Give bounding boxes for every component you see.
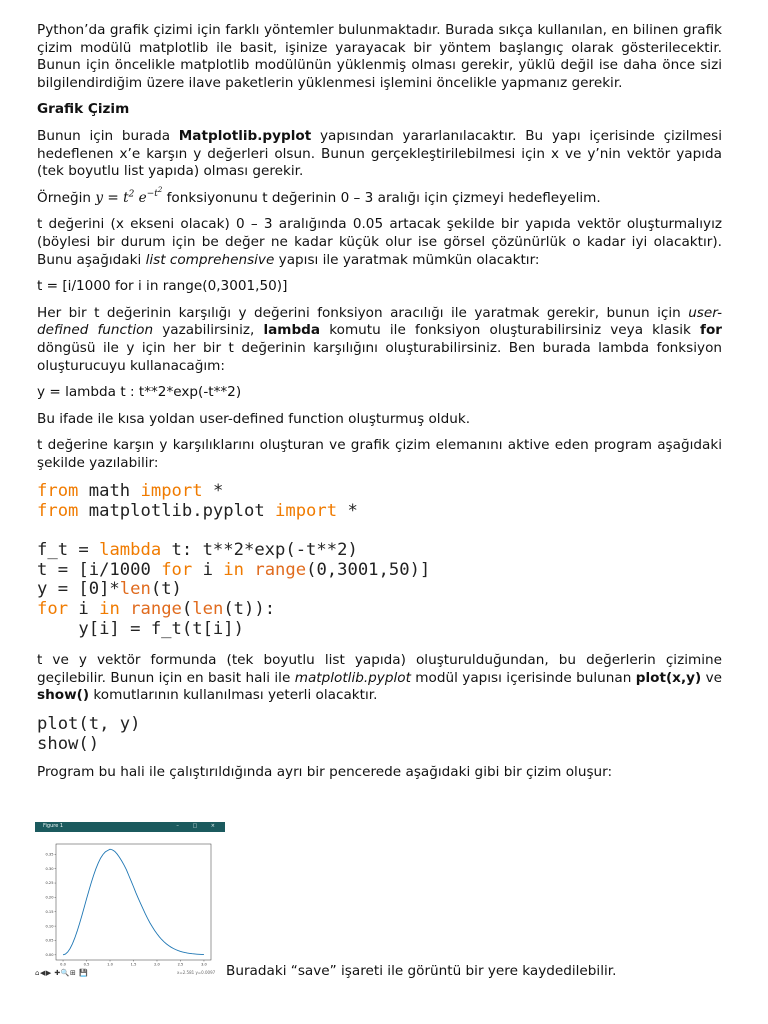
paragraph-vector: t değerini (x ekseni olacak) 0 – 3 aralığında 0.05 artacak şekilde bir yapıda vektör oluşturmalıyız (böylesi bir durum için be değer ne kadar küçük olur ise görsel çözünürlük o kadar iyi olacaktır). Bunu aşağıdaki list comprehensive yapısı ile yaratmak mümkün olacaktır:: [37, 216, 722, 268]
x-tick-label: 3.0: [201, 962, 207, 967]
paragraph-run: Program bu hali ile çalıştırıldığında ayrı bir pencerede aşağıdaki gibi bir çizim oluşur:: [37, 764, 613, 781]
paragraph-plot: t ve y vektör formunda (tek boyutlu list yapıda) oluşturulduğundan, bu değerlerin çizimine geçilebilir. Bunun için en basit hali ile matplotlib.pyplot modül yapısı içerisinde bulunan plot(x,y) ve show() komutlarının kullanılması yeterli olacaktır.: [37, 652, 722, 704]
paragraph-udf: Bu ifade ile kısa yoldan user-defined function oluşturmuş olduk.: [37, 410, 471, 427]
coordinate-readout: x=2.581 y=0.0097: [177, 970, 216, 975]
y-tick-label: 0.30: [45, 866, 54, 871]
toolbar-icons: ⌂◀▶ ✚🔍⊞ 💾: [35, 969, 89, 977]
intro-paragraph: Python’da grafik çizimi için farklı yöntemler bulunmaktadır. Burada sıkça kullanılan, en bilinen grafik çizim modülü matplotlib ile basit, işinize yarayacak bir yöntem başlangıç olarak gösterilecektir. Bunun için öncelikle matplotlib modülünün yüklenmiş olması gerekir, yüklü değil ise daha önce sizi bilgilendirdiğim üzere ilave paketlerin yüklenmesi işlemini öncelikle yapmanız gerekir.: [37, 22, 722, 91]
code-line: t = [i/1000 for i in range(0,3001,50)]: [37, 559, 431, 580]
x-tick-label: 0.0: [60, 962, 66, 967]
figure-canvas: [35, 832, 225, 969]
x-tick-label: 1.0: [107, 962, 113, 967]
y-tick-label: 0.05: [45, 938, 54, 943]
plot-frame: [56, 844, 211, 960]
paragraph-lambda: Her bir t değerinin karşılığı y değerini fonksiyon aracılığı ile yaratmak gerekir, bunun için user-defined function yazabilirsiniz, lambda komutu ile fonksiyon oluşturabilirsiniz veya klasik for döngüsü ile y için her bir t değerinin karşılığını oluşturabilirsiniz. Ben burada lambda fonksiyon oluşturucuyu kullanacağım:: [37, 304, 722, 374]
paragraph-program: t değerine karşın y karşılıklarını oluşturan ve grafik çizim elemanını aktive eden program aşağıdaki şekilde yazılabilir:: [37, 437, 722, 471]
y-tick-label: 0.10: [45, 924, 54, 929]
code-line: from math import *: [37, 481, 224, 502]
figure-window-screenshot: [35, 822, 225, 977]
code-line: for i in range(len(t)):: [37, 599, 276, 620]
x-tick-label: 2.5: [177, 962, 184, 967]
figure-toolbar: [35, 969, 225, 977]
formula: $y = t^2$ $e^{-t^2}$: [95, 186, 163, 206]
section-heading: Grafik Çizim: [37, 101, 130, 118]
window-controls: – □ ×: [176, 823, 221, 829]
inline-code-y: y = lambda t : t**2*exp(-t**2): [37, 384, 242, 401]
code-line: y[i] = f_t(t[i]): [37, 618, 244, 639]
x-tick-label: 1.5: [130, 962, 137, 967]
figure-caption: Buradaki “save” işareti ile görüntü bir yere kaydedilebilir.: [226, 963, 617, 979]
series-line: [63, 849, 204, 955]
y-tick-label: 0.15: [45, 909, 54, 914]
y-tick-label: 0.25: [45, 881, 54, 886]
line-chart: [35, 832, 225, 969]
y-tick-label: 0.35: [45, 852, 54, 857]
y-tick-label: 0.20: [45, 895, 54, 900]
document-body: [37, 22, 722, 782]
inline-code-t: t = [i/1000 for i in range(0,3001,50)]: [37, 278, 288, 295]
code-line: from matplotlib.pyplot import *: [37, 501, 358, 522]
code-line: show(): [37, 733, 100, 754]
code-block-1: [37, 482, 722, 639]
figure-titlebar: [35, 822, 225, 832]
figure-title: Figure 1: [43, 823, 64, 829]
y-tick-label: 0.00: [45, 953, 54, 958]
paragraph-formula: Örneğin $y = t^2$ $e^{-t^2}$ fonksiyonunu t değerinin 0 – 3 aralığı için çizmeyi hedefleyelim.: [37, 186, 601, 206]
paragraph-matplotlib: Bunun için burada Matplotlib.pyplot yapısından yararlanılacaktır. Bu yapı içerisinde çizilmesi hedeflenen x’e karşın y değerleri olsun. Bunun gerçekleştirilebilmesi için x ve y’nin vektör yapıda (tek boyutlu list yapıda) olması gerekir.: [37, 127, 722, 180]
code-line: plot(t, y): [37, 714, 141, 734]
code-line: y = [0]*len(t): [37, 579, 182, 600]
code-block-2: [37, 715, 722, 754]
code-line: f_t = lambda t: t**2*exp(-t**2): [37, 540, 358, 561]
x-tick-label: 0.5: [83, 962, 90, 967]
x-tick-label: 2.0: [154, 962, 160, 967]
